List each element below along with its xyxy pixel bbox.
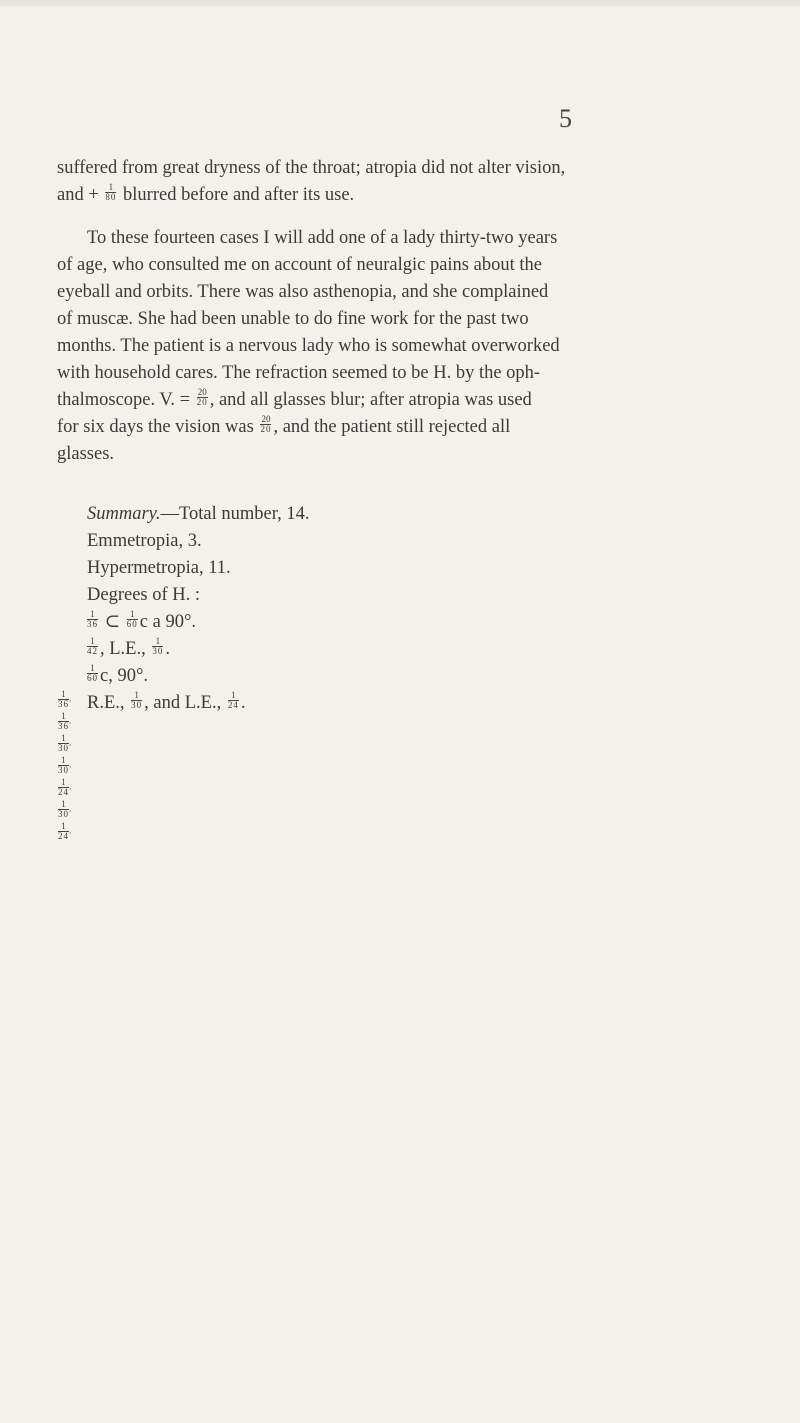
text-run: , and L.E., [144, 693, 226, 713]
denominator: 36 [58, 721, 69, 731]
denominator: 30 [58, 809, 69, 819]
list-item [58, 756, 71, 778]
page-edge [0, 0, 800, 6]
numerator: 1 [58, 756, 69, 766]
paragraph-2 [57, 225, 762, 468]
summary-label: Summary. [87, 504, 161, 524]
numerator: 1 [87, 637, 98, 647]
degree-row [57, 609, 310, 636]
text-run: , and all glasses blur; after atropia was used [209, 390, 532, 410]
denominator: 60 [87, 673, 98, 684]
text-run: for six days the vision was [57, 417, 259, 437]
summary-heading [57, 501, 310, 528]
denominator: 30 [58, 765, 69, 775]
text-run: . [69, 715, 72, 726]
list-item [58, 690, 71, 712]
text-line [57, 387, 762, 414]
text-run: , and the patient still rejected all [273, 417, 511, 437]
fraction [260, 415, 271, 434]
list-item [58, 778, 71, 800]
fraction [58, 689, 72, 709]
numerator: 1 [87, 610, 98, 620]
numerator: 1 [152, 637, 163, 647]
text-run: . [69, 825, 72, 836]
numerator: 1 [58, 800, 69, 810]
text-run: . [69, 693, 72, 704]
text-run: R.E., [87, 693, 130, 713]
list-item [58, 800, 71, 822]
text-run: . [69, 803, 72, 814]
denominator: 80 [105, 192, 117, 203]
denominator: 30 [58, 743, 69, 753]
text-line: months. The patient is a nervous lady who is somewhat overworked [57, 336, 560, 356]
denominator: 20 [196, 397, 208, 408]
text-line: eyeball and orbits. There was also asthenopia, and she complained [57, 282, 549, 302]
text-run: c a 90°. [139, 612, 196, 632]
numerator: 1 [58, 690, 69, 700]
text-run: . [240, 693, 246, 713]
text-line: of age, who consulted me on account of neuralgic pains about the [57, 255, 542, 275]
list-item [58, 734, 71, 756]
fraction [87, 637, 98, 656]
fraction [127, 610, 138, 629]
text-run: —Total number, 14. [160, 504, 310, 524]
fraction [58, 777, 72, 797]
text-run: . [69, 759, 72, 770]
fraction [58, 755, 72, 775]
text-run: , L.E., [100, 639, 151, 659]
numerator: 1 [105, 183, 116, 193]
numerator: 20 [197, 387, 207, 398]
text-line [57, 182, 762, 209]
numerator: 1 [58, 734, 69, 744]
numerator: 1 [127, 610, 138, 620]
fraction [105, 183, 116, 202]
numerator: 1 [87, 664, 98, 674]
text-run: and + [57, 185, 104, 205]
fraction [87, 664, 98, 683]
degree-row [57, 690, 310, 717]
fraction [87, 610, 98, 629]
text-run: ⊂ [100, 612, 125, 632]
fraction [58, 799, 72, 819]
text-line: of muscæ. She had been unable to do fine work for the past two [57, 309, 529, 329]
denominator: 60 [126, 619, 138, 630]
text-run: c, 90°. [100, 666, 148, 686]
numerator: 20 [261, 414, 271, 425]
fraction [197, 388, 208, 407]
text-line: To these fourteen cases I will add one of a lady thirty-two years [87, 228, 558, 248]
denominator: 20 [260, 424, 272, 435]
text-run: thalmoscope. V. = [57, 390, 195, 410]
fraction [152, 637, 163, 656]
summary-block [57, 501, 310, 717]
text-line: glasses. [57, 444, 115, 464]
page-number: 5 [559, 104, 572, 133]
degree-row [57, 636, 310, 663]
paragraph-1 [57, 155, 762, 209]
numerator: 1 [228, 691, 239, 701]
denominator: 36 [87, 619, 98, 630]
numerator: 1 [58, 712, 69, 722]
text-run: . [69, 781, 72, 792]
fraction [58, 711, 72, 731]
denominator: 30 [131, 700, 143, 711]
text-run: . [69, 737, 72, 748]
denominator: 24 [227, 700, 239, 711]
text-run: blurred before and after its use. [118, 185, 355, 205]
list-item [58, 822, 71, 844]
text-line: Emmetropia, 3. [87, 531, 202, 551]
denominator: 24 [58, 787, 69, 797]
fraction [228, 691, 239, 710]
text-line [57, 414, 762, 441]
numerator: 1 [58, 778, 69, 788]
numerator: 1 [131, 691, 142, 701]
text-line: suffered from great dryness of the throat; atropia did not alter vision, [57, 158, 566, 178]
fraction [131, 691, 142, 710]
degree-row [57, 663, 310, 690]
fraction [58, 733, 72, 753]
text-line: Hypermetropia, 11. [87, 558, 231, 578]
text-line: with household cares. The refraction seemed to be H. by the oph- [57, 363, 541, 383]
denominator: 24 [58, 831, 69, 841]
fraction [58, 821, 72, 841]
list-item [58, 712, 71, 734]
denominator: 36 [58, 699, 69, 709]
denominator: 42 [87, 646, 98, 657]
fraction-list [58, 690, 71, 844]
text-run: . [165, 639, 170, 659]
denominator: 30 [152, 646, 164, 657]
text-line: Degrees of H. : [87, 585, 201, 605]
numerator: 1 [58, 822, 69, 832]
